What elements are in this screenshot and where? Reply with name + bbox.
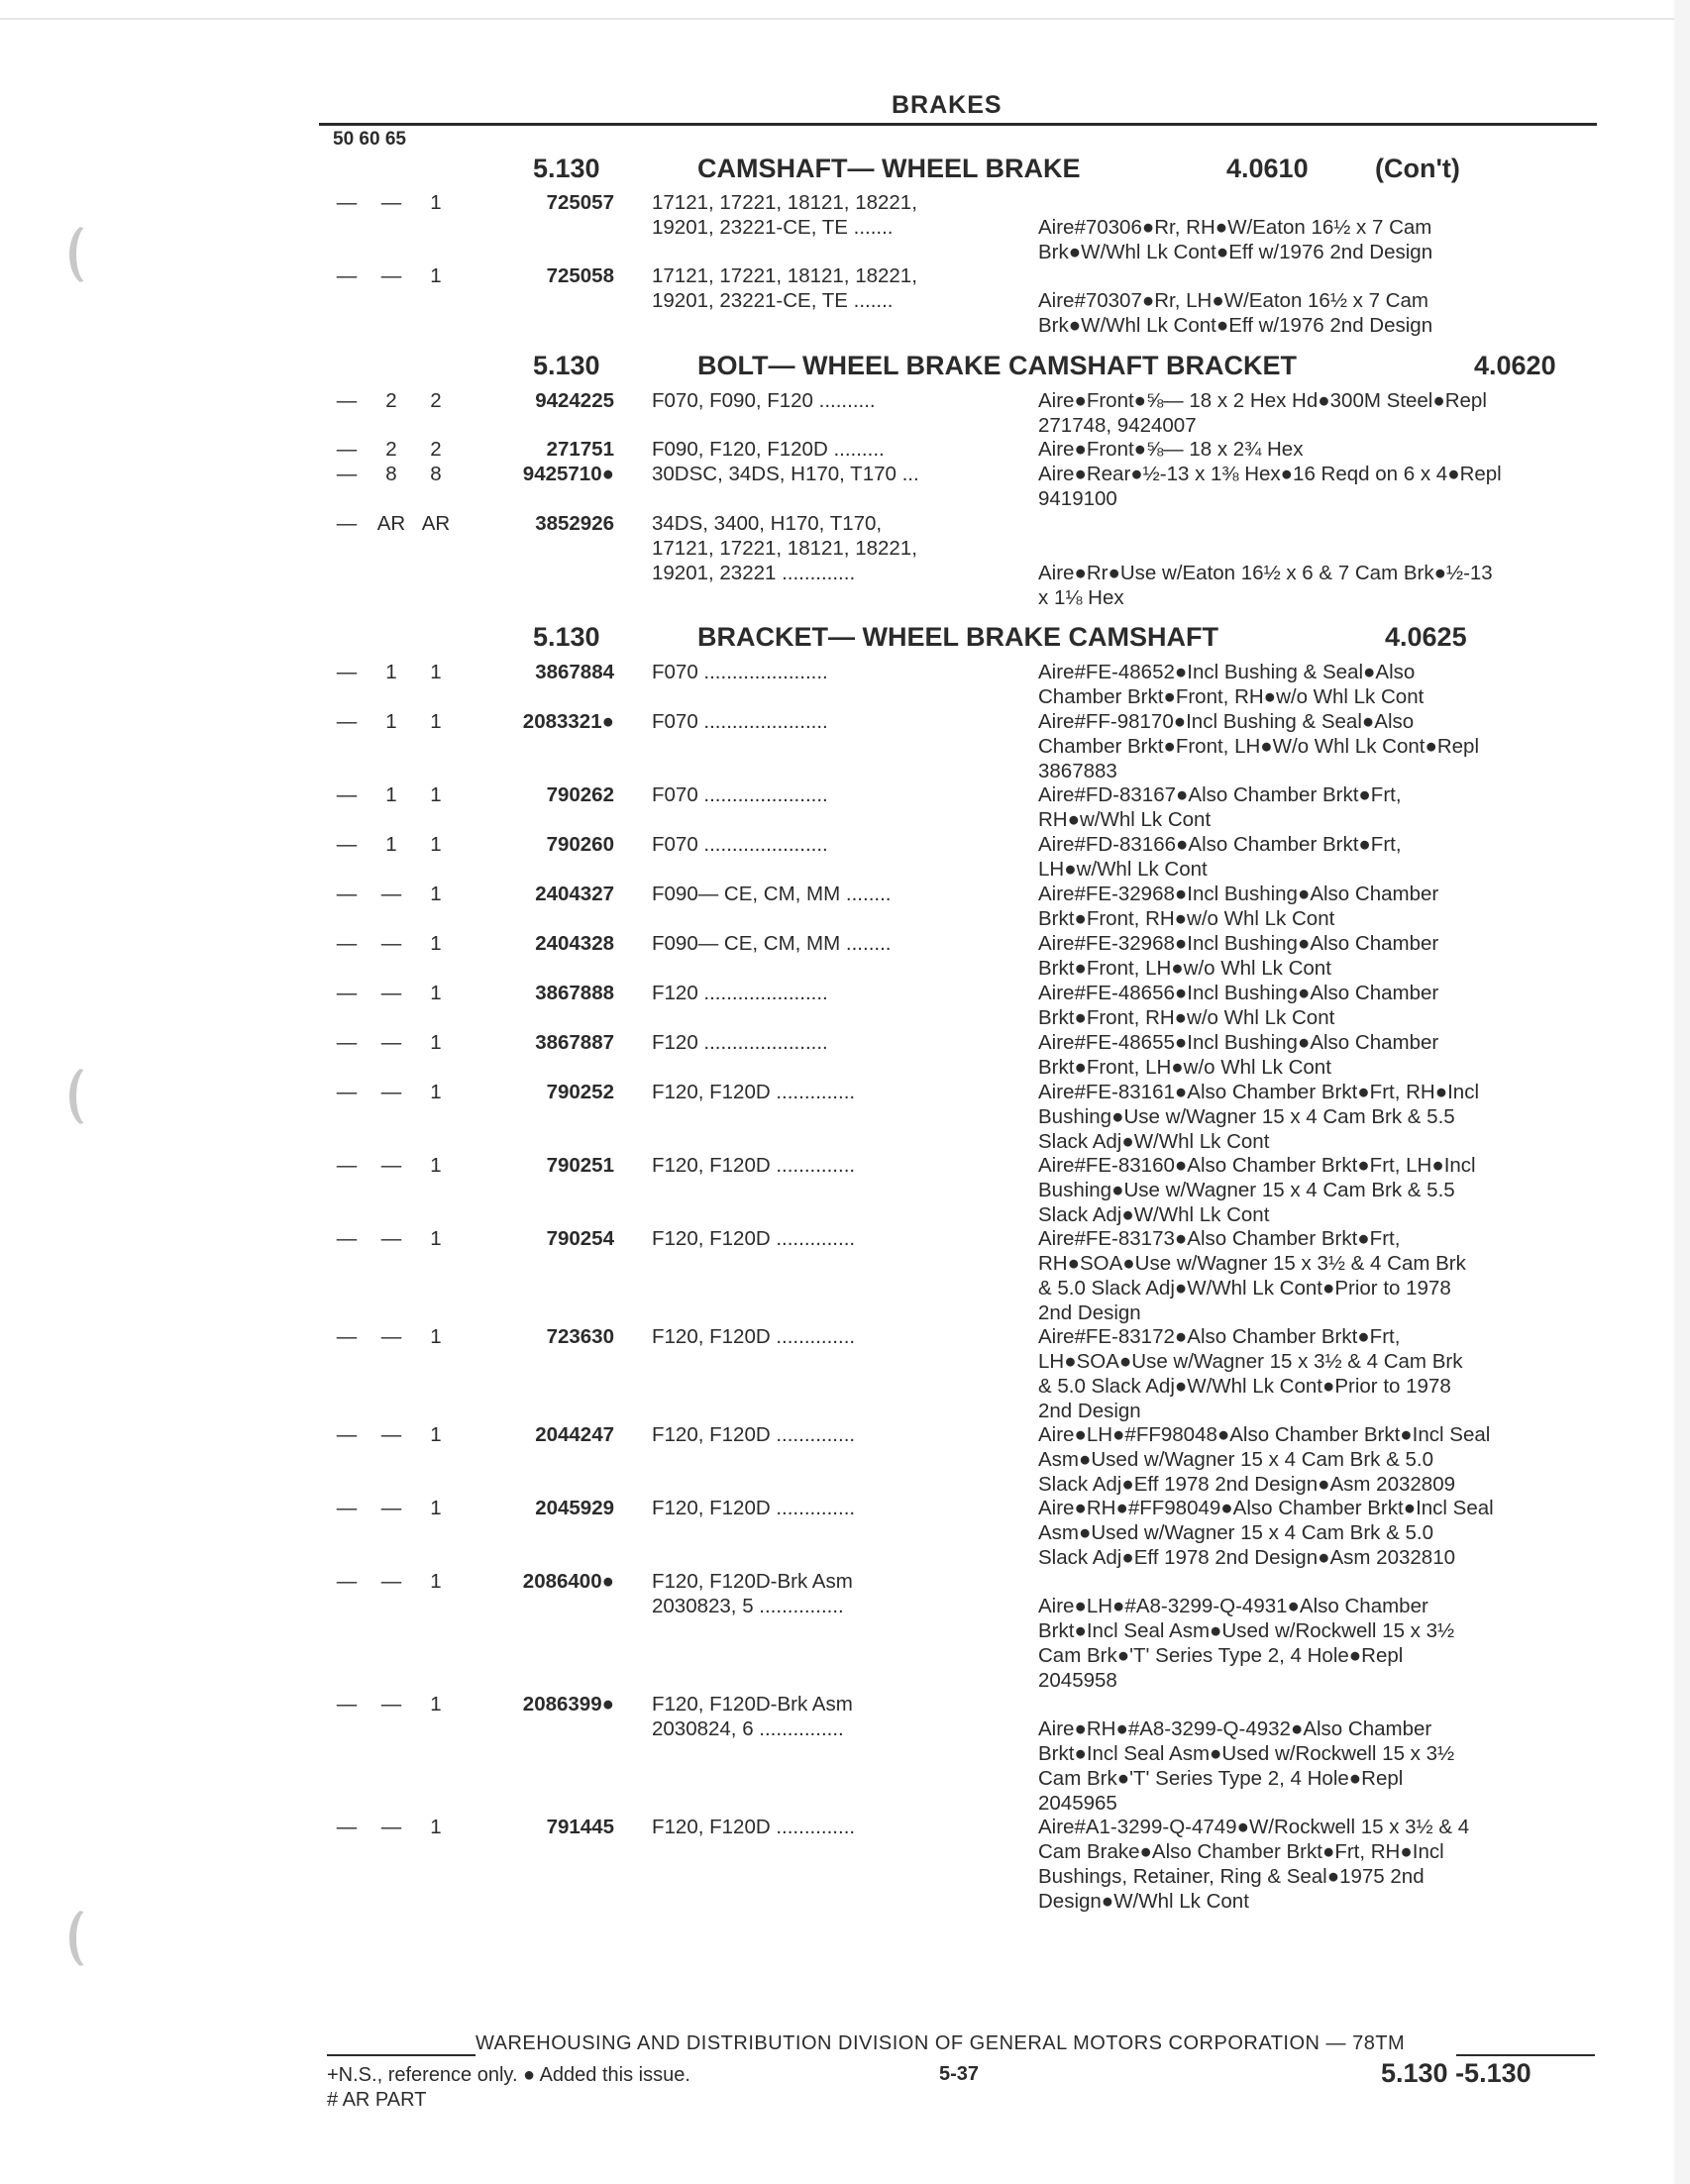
section-number: 5.130	[533, 622, 600, 652]
part-description: Aire#FE-83160●Also Chamber Brkt●Frt, LH●Incl Bushing●Use w/Wagner 15 x 4 Cam Brk & 5.5 Slack Adj●W/Whl Lk Cont	[1038, 1154, 1476, 1226]
part-description: Aire#FE-48656●Incl Bushing●Also Chamber Brkt●Front, RH●w/o Whl Lk Cont	[1038, 982, 1439, 1029]
part-description: Aire#FD-83166●Also Chamber Brkt●Frt, LH●w/Whl Lk Cont	[1038, 833, 1402, 881]
section-title: BOLT— WHEEL BRAKE CAMSHAFT BRACKET	[697, 351, 1297, 380]
model-applicability: F070 ......................	[652, 661, 828, 683]
quantity-cell: 2	[430, 438, 442, 461]
part-number: 271751	[546, 438, 614, 461]
quantity-cell: —	[380, 932, 402, 955]
part-number: 790252	[546, 1081, 614, 1103]
quantity-cell: —	[380, 191, 402, 214]
model-applicability: F120, F120D ..............	[652, 1081, 856, 1103]
quantity-cell: —	[336, 883, 358, 905]
quantity-cell: 1	[385, 710, 397, 733]
part-description: Aire●Rr●Use w/Eaton 16½ x 6 & 7 Cam Brk●½-13 x 1⅛ Hex	[1038, 562, 1493, 609]
quantity-cell: —	[336, 932, 358, 955]
part-description: Aire#70306●Rr, RH●W/Eaton 16½ x 7 Cam Brk●W/Whl Lk Cont●Eff w/1976 2nd Design	[1038, 216, 1433, 263]
quantity-cell: 1	[430, 783, 442, 806]
part-quantities	[327, 1324, 456, 1349]
quantity-cell: —	[336, 1227, 358, 1250]
part-description: Aire●Front●⅝— 18 x 2 Hex Hd●300M Steel●Repl 271748, 9424007	[1038, 389, 1487, 437]
part-quantities	[327, 263, 456, 288]
part-description: Aire#FE-83172●Also Chamber Brkt●Frt, LH●SOA●Use w/Wagner 15 x 3½ & 4 Cam Brk & 5.0 Slack Adj●W/Whl Lk Cont●Prior to 1978 2nd Design	[1038, 1325, 1463, 1422]
quantity-cell: —	[380, 1423, 402, 1446]
part-number: 3852926	[535, 512, 614, 535]
quantity-cell: 1	[430, 191, 442, 214]
quantity-cell: —	[336, 982, 358, 1004]
part-description: Aire#FE-32968●Incl Bushing●Also Chamber Brkt●Front, RH●w/o Whl Lk Cont	[1038, 883, 1439, 930]
quantity-cell: —	[336, 710, 358, 733]
model-applicability: F120 ......................	[652, 1031, 828, 1054]
model-applicability: 17121, 17221, 18121, 18221, 19201, 23221-CE, TE .......	[652, 264, 917, 312]
quantity-cell: 1	[385, 833, 397, 856]
part-description: Aire#FE-83173●Also Chamber Brkt●Frt, RH●SOA●Use w/Wagner 15 x 3½ & 4 Cam Brk & 5.0 Slack Adj●W/Whl Lk Cont●Prior to 1978 2nd Design	[1038, 1227, 1466, 1324]
section-code: 4.0610	[1226, 154, 1309, 183]
quantity-cell: 1	[430, 710, 442, 733]
part-description: Aire●LH●#FF98048●Also Chamber Brkt●Incl Seal Asm●Used w/Wagner 15 x 4 Cam Brk & 5.0 Slack Adj●Eff 1978 2nd Design●Asm 2032809	[1038, 1423, 1491, 1496]
quantity-cell: 1	[430, 264, 442, 287]
quantity-cell: 1	[385, 783, 397, 806]
quantity-cell: —	[336, 1154, 358, 1177]
quantity-cell: —	[380, 1816, 402, 1838]
quantity-cell: —	[336, 1693, 358, 1716]
part-number: 790260	[546, 833, 614, 856]
quantity-cell: 1	[385, 661, 397, 683]
part-description: Aire#FE-83161●Also Chamber Brkt●Frt, RH●Incl Bushing●Use w/Wagner 15 x 4 Cam Brk & 5.5 Slack Adj●W/Whl Lk Cont	[1038, 1081, 1480, 1153]
part-quantities	[327, 1496, 456, 1520]
quantity-cell: 1	[430, 883, 442, 905]
section-continued: (Con't)	[1375, 154, 1460, 183]
model-applicability: 34DS, 3400, H170, T170, 17121, 17221, 18121, 18221, 19201, 23221 .............	[652, 512, 917, 584]
part-number: 2086399●	[522, 1693, 614, 1716]
quantity-cell: —	[336, 661, 358, 683]
footer-legend-line: # AR PART	[327, 2089, 427, 2111]
part-quantities	[327, 1422, 456, 1447]
model-applicability: F120 ......................	[652, 982, 828, 1004]
quantity-cell: —	[336, 1325, 358, 1348]
quantity-cell: 1	[430, 1693, 442, 1716]
model-applicability: F090, F120, F120D .........	[652, 438, 885, 461]
section-range: 5.130 -5.130	[1381, 2058, 1532, 2088]
part-quantities	[327, 832, 456, 857]
section-title: CAMSHAFT— WHEEL BRAKE	[697, 154, 1081, 183]
section-number: 5.130	[533, 154, 600, 183]
page-number: 5-37	[939, 2063, 980, 2085]
quantity-cell: —	[336, 833, 358, 856]
model-applicability: F070 ......................	[652, 833, 828, 856]
part-description: Aire#FE-48655●Incl Bushing●Also Chamber Brkt●Front, LH●w/o Whl Lk Cont	[1038, 1031, 1439, 1079]
quantity-cell: —	[380, 1693, 402, 1716]
quantity-cell: —	[336, 512, 358, 535]
part-quantities	[327, 1226, 456, 1251]
quantity-cell: —	[380, 1325, 402, 1348]
model-applicability: F120, F120D-Brk Asm 2030824, 6 ...............	[652, 1693, 853, 1740]
model-applicability: 17121, 17221, 18121, 18221, 19201, 23221-CE, TE .......	[652, 191, 917, 239]
quantity-cell: 1	[430, 1227, 442, 1250]
scan-edge-right	[1674, 0, 1690, 2184]
part-number: 790254	[546, 1227, 614, 1250]
scan-edge-top	[0, 18, 1690, 20]
part-description: Aire#FE-48652●Incl Bushing & Seal●Also Chamber Brkt●Front, RH●w/o Whl Lk Cont	[1038, 661, 1425, 708]
part-quantities	[327, 190, 456, 215]
part-number: 3867888	[535, 982, 614, 1004]
part-quantities	[327, 882, 456, 906]
part-quantities	[327, 1153, 456, 1178]
quantity-cell: —	[380, 1227, 402, 1250]
part-quantities	[327, 1815, 456, 1839]
footer-rule-left	[327, 2054, 475, 2056]
part-number: 2045929	[535, 1497, 614, 1519]
model-applicability: 30DSC, 34DS, H170, T170 ...	[652, 463, 919, 485]
model-applicability: F120, F120D ..............	[652, 1325, 856, 1348]
quantity-cell: —	[380, 264, 402, 287]
quantity-cell: —	[336, 463, 358, 485]
part-quantities	[327, 1569, 456, 1594]
part-description: Aire●Rear●½-13 x 1⅜ Hex●16 Reqd on 6 x 4●Repl 9419100	[1038, 463, 1502, 510]
part-number: 3867887	[535, 1031, 614, 1054]
model-applicability: F090— CE, CM, MM ........	[652, 883, 892, 905]
quantity-cell: —	[380, 1081, 402, 1103]
header-rule	[319, 123, 1597, 126]
model-applicability: F070, F090, F120 ..........	[652, 389, 876, 412]
page-title: BRAKES	[892, 91, 1003, 119]
quantity-cell: 1	[430, 1154, 442, 1177]
part-description: Aire#70307●Rr, LH●W/Eaton 16½ x 7 Cam Brk●W/Whl Lk Cont●Eff w/1976 2nd Design	[1038, 289, 1433, 337]
part-description: Aire#FE-32968●Incl Bushing●Also Chamber Brkt●Front, LH●w/o Whl Lk Cont	[1038, 932, 1439, 980]
quantity-cell: 1	[430, 1081, 442, 1103]
part-quantities	[327, 782, 456, 807]
quantity-cell: —	[336, 1423, 358, 1446]
quantity-cell: 1	[430, 1497, 442, 1519]
part-number: 791445	[546, 1816, 614, 1838]
part-quantities	[327, 660, 456, 684]
quantity-cell: 1	[430, 1570, 442, 1593]
part-quantities	[327, 1692, 456, 1716]
quantity-cell: 2	[430, 389, 442, 412]
footer-rule-right	[1456, 2054, 1595, 2056]
part-number: 790262	[546, 783, 614, 806]
section-code: 4.0620	[1474, 351, 1556, 380]
part-description: Aire#FF-98170●Incl Bushing & Seal●Also Chamber Brkt●Front, LH●W/o Whl Lk Cont●Repl 3867883	[1038, 710, 1479, 782]
model-years-label: 50 60 65	[333, 129, 406, 150]
quantity-cell: —	[336, 1497, 358, 1519]
part-number: 2086400●	[522, 1570, 614, 1593]
quantity-cell: 2	[385, 389, 397, 412]
section-code: 4.0625	[1385, 622, 1467, 652]
quantity-cell: 1	[430, 1816, 442, 1838]
binder-hole-top	[69, 224, 107, 285]
quantity-cell: 8	[430, 463, 442, 485]
part-number: 790251	[546, 1154, 614, 1177]
quantity-cell: —	[336, 191, 358, 214]
quantity-cell: —	[336, 1816, 358, 1838]
part-number: 725057	[546, 191, 614, 214]
binder-hole-bottom	[69, 1908, 107, 1969]
part-quantities	[327, 931, 456, 956]
model-applicability: F120, F120D ..............	[652, 1154, 856, 1177]
quantity-cell: 1	[430, 1423, 442, 1446]
section-number: 5.130	[533, 351, 600, 380]
quantity-cell: 1	[430, 982, 442, 1004]
model-applicability: F120, F120D ..............	[652, 1227, 856, 1250]
model-applicability: F070 ......................	[652, 710, 828, 733]
quantity-cell: —	[380, 883, 402, 905]
quantity-cell: —	[336, 1081, 358, 1103]
part-number: 2404327	[535, 883, 614, 905]
model-applicability: F120, F120D ..............	[652, 1816, 856, 1838]
quantity-cell: 1	[430, 661, 442, 683]
part-number: 3867884	[535, 661, 614, 683]
part-quantities	[327, 1080, 456, 1104]
part-number: 9424225	[535, 389, 614, 412]
part-description: Aire●Front●⅝— 18 x 2¾ Hex	[1038, 438, 1304, 461]
footer-legend-line: +N.S., reference only. ● Added this issue.	[327, 2064, 690, 2086]
quantity-cell: —	[336, 1570, 358, 1593]
part-number: 2083321●	[522, 710, 614, 733]
part-description: Aire●LH●#A8-3299-Q-4931●Also Chamber Brkt●Incl Seal Asm●Used w/Rockwell 15 x 3½ Cam Brk●'T' Series Type 2, 4 Hole●Repl 2045958	[1038, 1595, 1455, 1692]
quantity-cell: —	[380, 1154, 402, 1177]
part-quantities	[327, 462, 456, 486]
quantity-cell: —	[380, 1497, 402, 1519]
model-applicability: F120, F120D ..............	[652, 1423, 856, 1446]
part-number: 2404328	[535, 932, 614, 955]
part-quantities	[327, 511, 456, 536]
part-number: 9425710●	[522, 463, 614, 485]
part-quantities	[327, 981, 456, 1005]
part-description: Aire#FD-83167●Also Chamber Brkt●Frt, RH●w/Whl Lk Cont	[1038, 783, 1402, 831]
quantity-cell: —	[336, 1031, 358, 1054]
model-applicability: F120, F120D-Brk Asm 2030823, 5 ...............	[652, 1570, 853, 1617]
part-description: Aire#A1-3299-Q-4749●W/Rockwell 15 x 3½ & 4 Cam Brake●Also Chamber Brkt●Frt, RH●Incl Bushings, Retainer, Ring & Seal●1975 2nd Design●W/Whl Lk Cont	[1038, 1816, 1470, 1913]
quantity-cell: —	[336, 783, 358, 806]
part-number: 2044247	[535, 1423, 614, 1446]
part-number: 723630	[546, 1325, 614, 1348]
binder-hole-middle	[69, 1066, 107, 1127]
section-title: BRACKET— WHEEL BRAKE CAMSHAFT	[697, 622, 1218, 652]
part-quantities	[327, 437, 456, 462]
part-number: 725058	[546, 264, 614, 287]
quantity-cell: —	[336, 389, 358, 412]
footer-corporation: WAREHOUSING AND DISTRIBUTION DIVISION OF GENERAL MOTORS CORPORATION — 78TM	[475, 2032, 1406, 2054]
part-description: Aire●RH●#A8-3299-Q-4932●Also Chamber Brkt●Incl Seal Asm●Used w/Rockwell 15 x 3½ Cam Brk●'T' Series Type 2, 4 Hole●Repl 2045965	[1038, 1717, 1455, 1815]
quantity-cell: AR	[421, 512, 451, 535]
quantity-cell: —	[336, 264, 358, 287]
part-quantities	[327, 709, 456, 734]
model-applicability: F090— CE, CM, MM ........	[652, 932, 892, 955]
quantity-cell: —	[380, 1031, 402, 1054]
quantity-cell: 1	[430, 932, 442, 955]
quantity-cell: —	[380, 1570, 402, 1593]
quantity-cell: 8	[385, 463, 397, 485]
quantity-cell: —	[336, 438, 358, 461]
part-quantities	[327, 388, 456, 413]
quantity-cell: AR	[376, 512, 406, 535]
footer-legend	[327, 2063, 690, 2113]
quantity-cell: 1	[430, 1325, 442, 1348]
quantity-cell: 1	[430, 833, 442, 856]
model-applicability: F070 ......................	[652, 783, 828, 806]
quantity-cell: 1	[430, 1031, 442, 1054]
part-description: Aire●RH●#FF98049●Also Chamber Brkt●Incl Seal Asm●Used w/Wagner 15 x 4 Cam Brk & 5.0 Slack Adj●Eff 1978 2nd Design●Asm 2032810	[1038, 1497, 1494, 1569]
model-applicability: F120, F120D ..............	[652, 1497, 856, 1519]
part-quantities	[327, 1030, 456, 1055]
quantity-cell: —	[380, 982, 402, 1004]
quantity-cell: 2	[385, 438, 397, 461]
